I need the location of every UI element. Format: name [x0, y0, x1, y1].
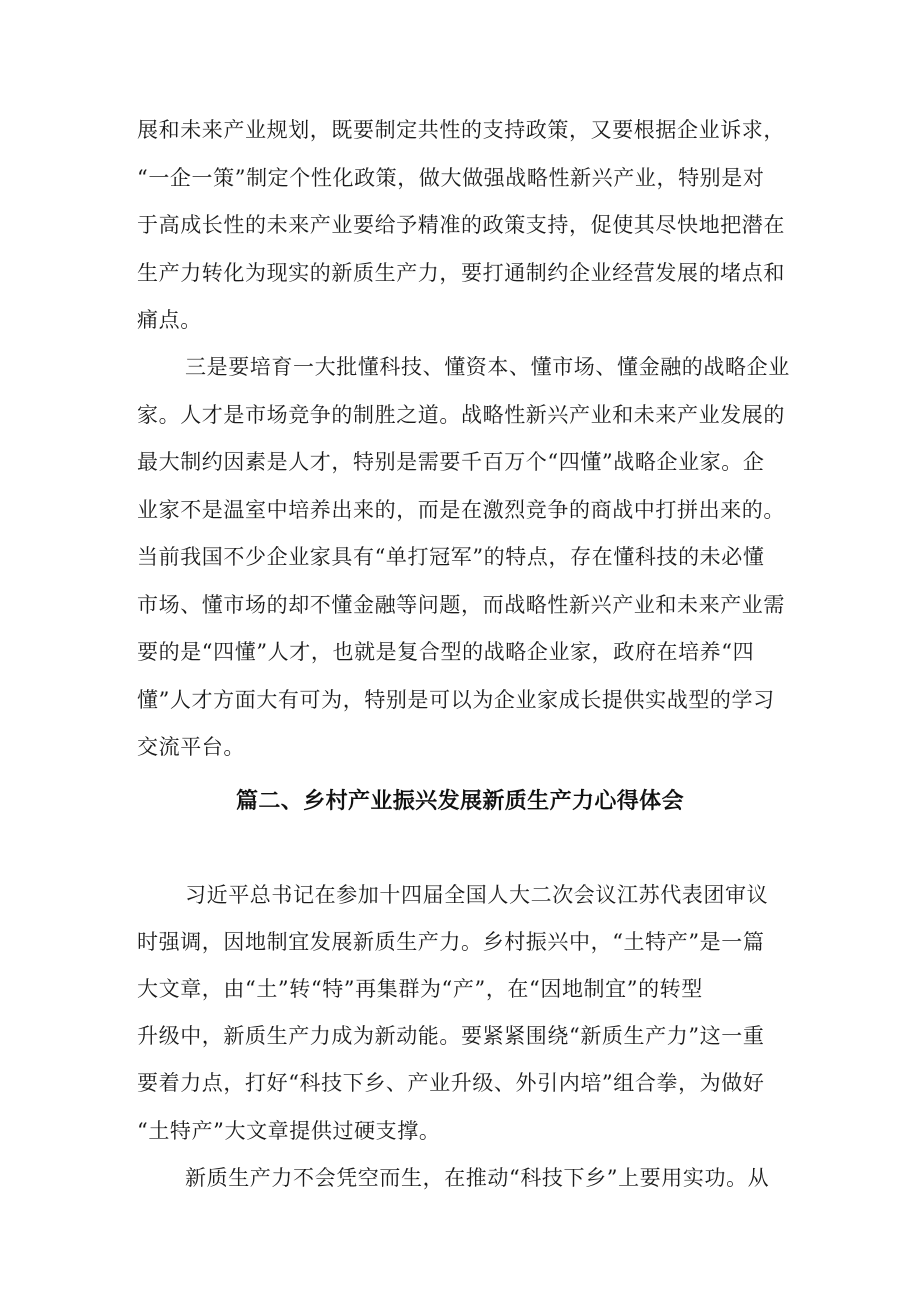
paragraph-line: 新质生产力不会凭空而生，在推动“科技下乡”上要用实功。从 — [185, 1166, 770, 1190]
paragraph-line: 三是要培育一大批懂科技、懂资本、懂市场、懂金融的战略企业 — [185, 355, 790, 379]
section-heading: 篇二、乡村产业振兴发展新质生产力心得体会 — [235, 789, 684, 814]
paragraph-line: 要着力点，打好“科技下乡、产业升级、外引内培”组合拳，为做好 — [137, 1071, 765, 1095]
paragraph-line: 市场、懂市场的却不懂金融等问题，而战略性新兴产业和未来产业需 — [137, 593, 785, 617]
paragraph-line: 生产力转化为现实的新质生产力，要打通制约企业经营发展的堵点和 — [137, 261, 785, 285]
paragraph-line: 习近平总书记在参加十四届全国人大二次会议江苏代表团审议 — [185, 883, 769, 907]
paragraph-line: 大文章，由“土”转“特”再集群为“产”，在“因地制宜”的转型 — [137, 977, 703, 1001]
paragraph-line: 要的是“四懂”人才，也就是复合型的战略企业家，政府在培养“四 — [137, 640, 755, 664]
paragraph-line: 懂”人才方面大有可为，特别是可以为企业家成长提供实战型的学习 — [137, 688, 775, 712]
paragraph-line: 最大制约因素是人才，特别是需要千百万个“四懂”战略企业家。企 — [137, 450, 765, 474]
paragraph-line: 当前我国不少企业家具有“单打冠军”的特点，存在懂科技的未必懂 — [137, 545, 765, 569]
paragraph-line: “土特产”大文章提供过硬支撑。 — [137, 1119, 441, 1143]
paragraph-line: 业家不是温室中培养出来的，而是在激烈竞争的商战中打拼出来的。 — [137, 498, 785, 522]
paragraph-line: 升级中，新质生产力成为新动能。要紧紧围绕“新质生产力”这一重 — [137, 1024, 765, 1048]
paragraph-line: 交流平台。 — [137, 735, 245, 759]
paragraph-line: 于高成长性的未来产业要给予精准的政策支持，促使其尽快地把潜在 — [137, 213, 785, 237]
paragraph-line: 家。人才是市场竞争的制胜之道。战略性新兴产业和未来产业发展的 — [137, 403, 785, 427]
paragraph-line: 展和未来产业规划，既要制定共性的支持政策，又要根据企业诉求， — [137, 118, 785, 142]
paragraph-line: 痛点。 — [137, 308, 202, 332]
paragraph-line: 时强调，因地制宜发展新质生产力。乡村振兴中，“土特产”是一篇 — [137, 930, 765, 954]
paragraph-line: “一企一策”制定个性化政策，做大做强战略性新兴产业，特别是对 — [137, 166, 765, 190]
